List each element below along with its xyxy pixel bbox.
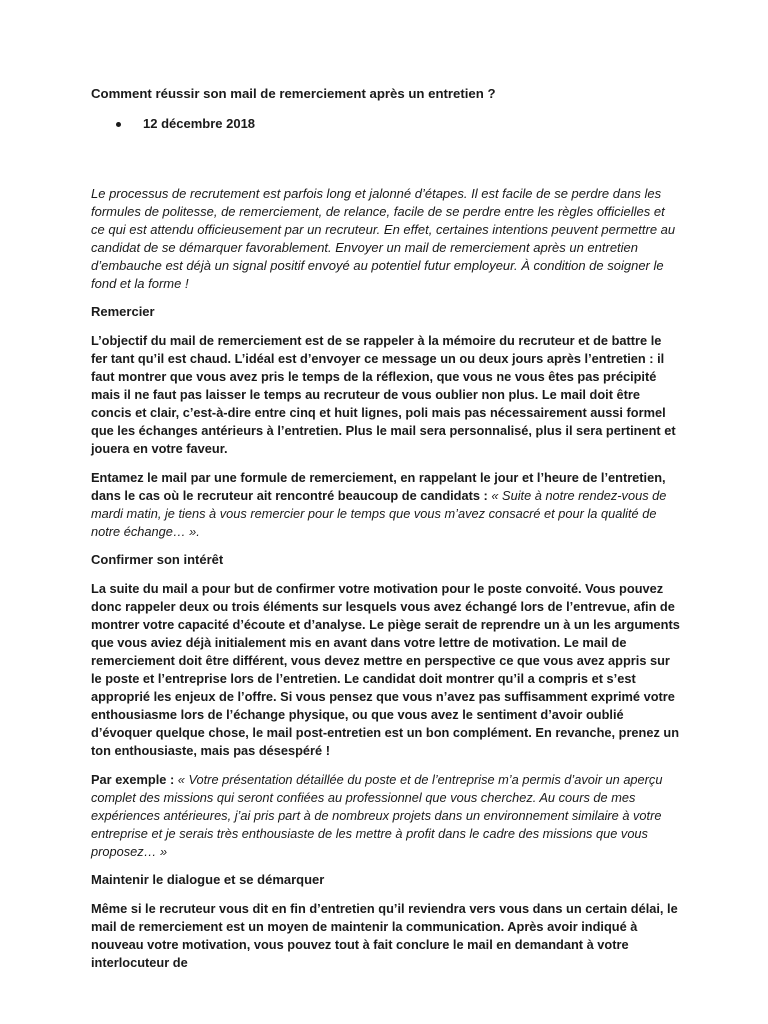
section1-paragraph-2 <box>91 469 680 541</box>
intro-paragraph: Le processus de recrutement est parfois long et jalonné d’étapes. Il est facile de se perdre dans les formules de politesse, de remerciement, de relance, facile de se perdre entre les règles officielles et ce qui est attendu officieusement par un recruteur. En effet, certaines intentions peuvent permettre au candidat de se démarquer favorablement. Envoyer un mail de remerciement après un entretien d’embauche est déjà un signal positif envoyé au potentiel futur employeur. À condition de soigner le fond et la forme ! <box>91 186 676 291</box>
bullet-icon <box>116 122 121 127</box>
section-heading-confirmer: Confirmer son intérêt <box>91 552 224 567</box>
article-title: Comment réussir son mail de remerciement après un entretien ? <box>91 86 496 101</box>
section-heading-maintenir: Maintenir le dialogue et se démarquer <box>91 872 325 887</box>
section2-paragraph-1: La suite du mail a pour but de confirmer votre motivation pour le poste convoité. Vous pouvez donc rappeler deux ou trois éléments sur lesquels vous avez échangé lors de l’entrevue, afin de montrer votre capacité d’écoute et d’analyse. Le piège serait de reprendre un à un les arguments que vous aviez déjà initialement mis en avant dans votre lettre de motivation. Le mail de remerciement doit être différent, vous devez mettre en perspective ce que vous avez appris sur le poste et l’entreprise lors de l’entretien. Le candidat doit montrer qu’il a compris et s’est approprié les enjeux de l’offre. Si vous pensez que vous n’avez pas suffisamment exprimé votre enthousiasme lors de l’échange physique, ou que vous avez le sentiment d’avoir oublié d’évoquer quelque chose, le mail post-entretien est un bon complément. En revanche, prenez un ton enthousiaste, mais pas désespéré ! <box>91 581 680 758</box>
section1-p2-quote: « Suite à notre rendez-vous de mardi matin, je tiens à vous remercier pour le temps que vous m’avez consacré et pour la qualité de notre échange… ». <box>91 488 667 539</box>
section-heading-remercier: Remercier <box>91 304 155 319</box>
date-list-item <box>91 115 680 133</box>
example-lead: Par exemple : <box>91 772 178 787</box>
section2-example <box>91 771 680 861</box>
section3-paragraph-1: Même si le recruteur vous dit en fin d’entretien qu’il reviendra vers vous dans un certain délai, le mail de remerciement est un moyen de maintenir la communication. Après avoir indiqué à nouveau votre motivation, vous pouvez tout à fait conclure le mail en demandant à votre interlocuteur de <box>91 901 678 970</box>
example-quote: « Votre présentation détaillée du poste et de l’entreprise m’a permis d’avoir un aperçu complet des missions qui seront confiées au professionnel que vous cherchez. Au cours de mes expériences antérieures, j’ai pris part à de nombreux projets dans un environnement similaire à votre entreprise et je serais très enthousiaste de les mettre à profit dans le cadre des missions que vous proposez… » <box>91 772 663 859</box>
section1-p2-lead: Entamez le mail par une formule de remerciement, en rappelant le jour et l’heure de l’entretien, dans le cas où le recruteur ait rencontré beaucoup de candidats : <box>91 470 666 503</box>
section1-paragraph-1: L’objectif du mail de remerciement est de se rappeler à la mémoire du recruteur et de battre le fer tant qu’il est chaud. L’idéal est d’envoyer ce message un ou deux jours après l’entretien : il faut montrer que vous avez pris le temps de la réflexion, que vous ne vous êtes pas précipité mais il ne faut pas laisser le temps au recruteur de vous oublier non plus. Le mail doit être concis et clair, c’est-à-dire entre cinq et huit lignes, poli mais pas nécessairement aussi formel que les échanges antérieurs à l’entretien. Plus le mail sera personnalisé, plus il sera pertinent et jouera en votre faveur. <box>91 333 676 456</box>
article-date: 12 décembre 2018 <box>143 116 256 131</box>
